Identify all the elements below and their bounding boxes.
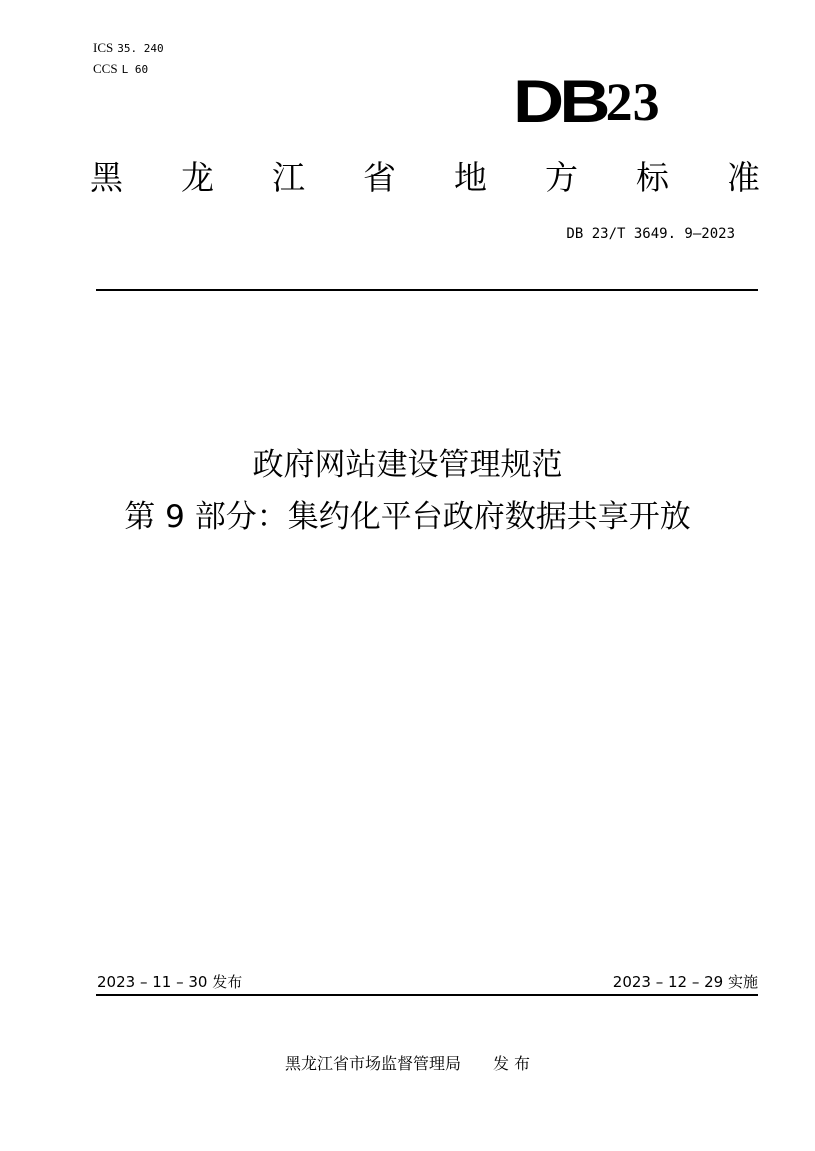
implement-date: 2023 – 12 – 29 实施 [612, 973, 758, 991]
title-char: 黑 [90, 158, 123, 197]
footer-divider [96, 994, 758, 996]
standard-number: DB 23/T 3649. 9—2023 [566, 226, 735, 242]
db-logo [513, 68, 660, 135]
ics-code: 35. 240 [117, 42, 164, 55]
title-char: 标 [636, 158, 669, 197]
db-logo-number: 23 [605, 72, 660, 132]
ics-line [93, 40, 164, 57]
document-title-line1: 政府网站建设管理规范 [252, 447, 563, 483]
publisher: 黑龙江省市场监督管理局 发 布 [284, 1054, 531, 1073]
ics-label: ICS [93, 40, 114, 55]
header-divider [96, 289, 758, 291]
document-title-line2: 第 9 部分：集约化平台政府数据共享开放 [124, 499, 691, 535]
ccs-label: CCS [93, 61, 118, 76]
title-char: 方 [545, 158, 578, 197]
db-logo-letters: DB [513, 68, 606, 135]
ccs-code: L 60 [121, 63, 149, 76]
title-char: 准 [727, 158, 760, 197]
title-char: 龙 [181, 158, 214, 197]
issue-date: 2023 – 11 – 30 发布 [97, 973, 243, 991]
title-char: 地 [454, 158, 487, 197]
standard-category-title [90, 156, 760, 200]
title-char: 省 [363, 158, 396, 197]
ccs-line [93, 61, 148, 78]
title-char: 江 [272, 158, 305, 197]
